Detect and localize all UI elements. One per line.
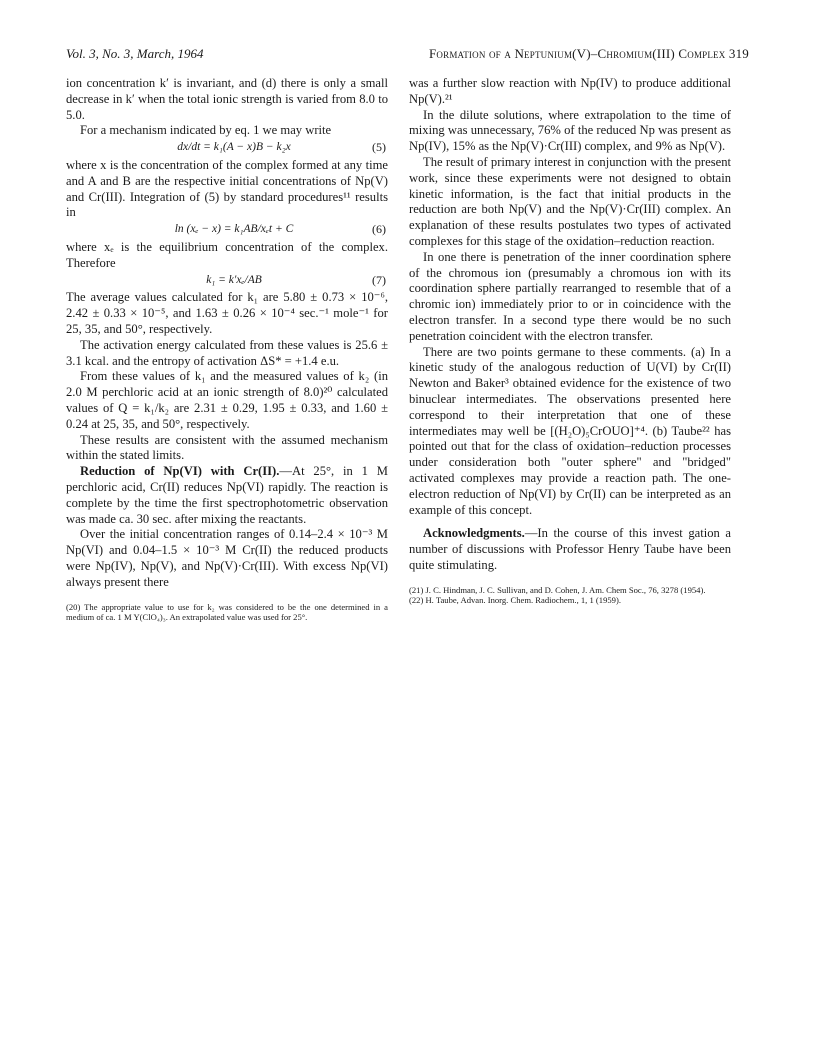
paragraph: The result of primary interest in conjunction with the present work, since these experiments were not designed to obtain kinetic information, is the fact that initial products in the reduction are both Np(V) and the Np(V)·Cr(III) complex. An explanation of these results postulates two types of activated complexes for this stage of the oxidation–reduction reaction. — [409, 154, 731, 248]
paragraph: These results are consistent with the assumed mechanism within the stated limits. — [66, 432, 388, 463]
left-column — [66, 76, 388, 623]
paragraph: where xₑ is the equilibrium concentration of the complex. Therefore — [66, 239, 388, 270]
acknowledgments-body: —In the course of this invest gation a number of discussions with Professor Henry Taube have been quite stimulating. — [409, 526, 731, 572]
section-body: —At 25°, in 1 M perchloric acid, Cr(II) reduces Np(VI) rapidly. The reaction is complete by the time the first spectrophotometric observation was made ca. 30 sec. after mixing the reactants. — [66, 464, 388, 526]
paragraph: In one there is penetration of the inner coordination sphere of the chromous ion (presumably a chromous ion with its coordination sphere partially rearranged to resemble that of a chromic ion) immediately prior to or in coincidence with the electron transfer. In a second type there would be no such penetration coincident with the electron transfer. — [409, 249, 731, 343]
acknowledgments-paragraph — [409, 526, 731, 573]
footnote-22: (22) H. Taube, Advan. Inorg. Chem. Radiochem., 1, 1 (1959). — [409, 595, 621, 606]
equation-expression: ln (xₑ − x) = k₁AB/xₑt + C — [174, 223, 294, 236]
paragraph: In the dilute solutions, where extrapolation to the time of mixing was unnecessary, 76% of the reduced Np was present as Np(IV), 15% as the Np(V)·Cr(III) complex, and 9% as Np(V). — [409, 107, 731, 154]
equation-expression: k₁ = k′xₑ/AB — [206, 273, 262, 286]
equation-expression: dx/dt = k₁(A − x)B − k₂x — [177, 141, 291, 154]
running-header — [66, 46, 749, 64]
paragraph: ion concentration k′ is invariant, and (d) there is only a small decrease in k′ when the total ionic strength is varied from 8.0 to 5.0. — [66, 76, 388, 122]
paragraph: was a further slow reaction with Np(IV) to produce additional Np(V).²¹ — [409, 76, 731, 106]
footnote-20: (20) The appropriate value to use for k₂ was considered to be the one determined in a medium of ca. 1 M Y(ClO₄)₃. An extrapolated value was used for 25°. — [66, 601, 388, 623]
footnote-divider — [409, 580, 731, 581]
paragraph: From these values of k₁ and the measured values of k₂ (in 2.0 M perchloric acid at an ionic strength of 8.0)²⁰ calculated values of Q = k₁/k₂ are 2.31 ± 0.29, 1.95 ± 0.33, and 1.60 ± 0.24 at 25, 35, and 50°, respectively. — [66, 369, 388, 431]
paragraph: The average values calculated for k₁ are 5.80 ± 0.73 × 10⁻⁶, 2.42 ± 0.33 × 10⁻⁵, and 1.63 ± 0.26 × 10⁻⁴ sec.⁻¹ mole⁻¹ for 25, 35, and 50°, respectively. — [66, 290, 388, 336]
paragraph: There are two points germane to these comments. (a) In a kinetic study of the analogous reduction of U(VI) by Cr(II) Newton and Baker³ obtained evidence for the existence of two binuclear intermediates. The observations presented here correspond to their interpretation that one of these intermediates may well be [(H₂O)₅CrOUO]⁺⁴. (b) Taube²² has pointed out that for the class of oxidation–reduction processes under consideration both "outer sphere" and "bridged" activated complexes may provide a reaction path. The one-electron reduction of Np(VI) by Cr(II) can be interpreted as an example of this concept. — [409, 344, 731, 517]
equation-number: (5) — [372, 140, 386, 155]
equation-number: (7) — [372, 272, 386, 287]
paragraph: For a mechanism indicated by eq. 1 we may write — [80, 123, 332, 138]
journal-issue-info: Vol. 3, No. 3, March, 1964 — [66, 46, 204, 61]
section-paragraph — [66, 464, 388, 527]
section-heading: Reduction of Np(VI) with Cr(II). — [80, 464, 280, 479]
acknowledgments-heading: Acknowledgments. — [423, 526, 525, 541]
equation-number: (6) — [372, 222, 386, 237]
paragraph: Over the initial concentration ranges of 0.14–2.4 × 10⁻³ M Np(VI) and 0.04–1.5 × 10⁻³ M Cr(II) the reduced products were Np(IV), Np(V), and Np(V)·Cr(III). With excess Np(VI) always present there — [66, 527, 388, 589]
right-column — [409, 76, 731, 606]
equation-7 — [66, 273, 388, 289]
paragraph: The activation energy calculated from these values is 25.6 ± 3.1 kcal. and the entropy of activation ΔS* = +1.4 e.u. — [66, 337, 388, 368]
footnote-divider — [66, 597, 388, 598]
paragraph: where x is the concentration of the complex formed at any time and A and B are the respective initial concentrations of Np(V) and Cr(III). Integration of (5) by standard procedures¹¹ results in — [66, 157, 388, 220]
equation-5 — [66, 140, 388, 156]
article-running-title: Formation of a Neptunium(V)–Chromium(III) Complex 319 — [428, 46, 749, 61]
equation-6 — [66, 222, 388, 238]
footnote-21: (21) J. C. Hindman, J. C. Sullivan, and D. Cohen, J. Am. Chem Soc., 76, 3278 (1954). — [409, 584, 706, 595]
